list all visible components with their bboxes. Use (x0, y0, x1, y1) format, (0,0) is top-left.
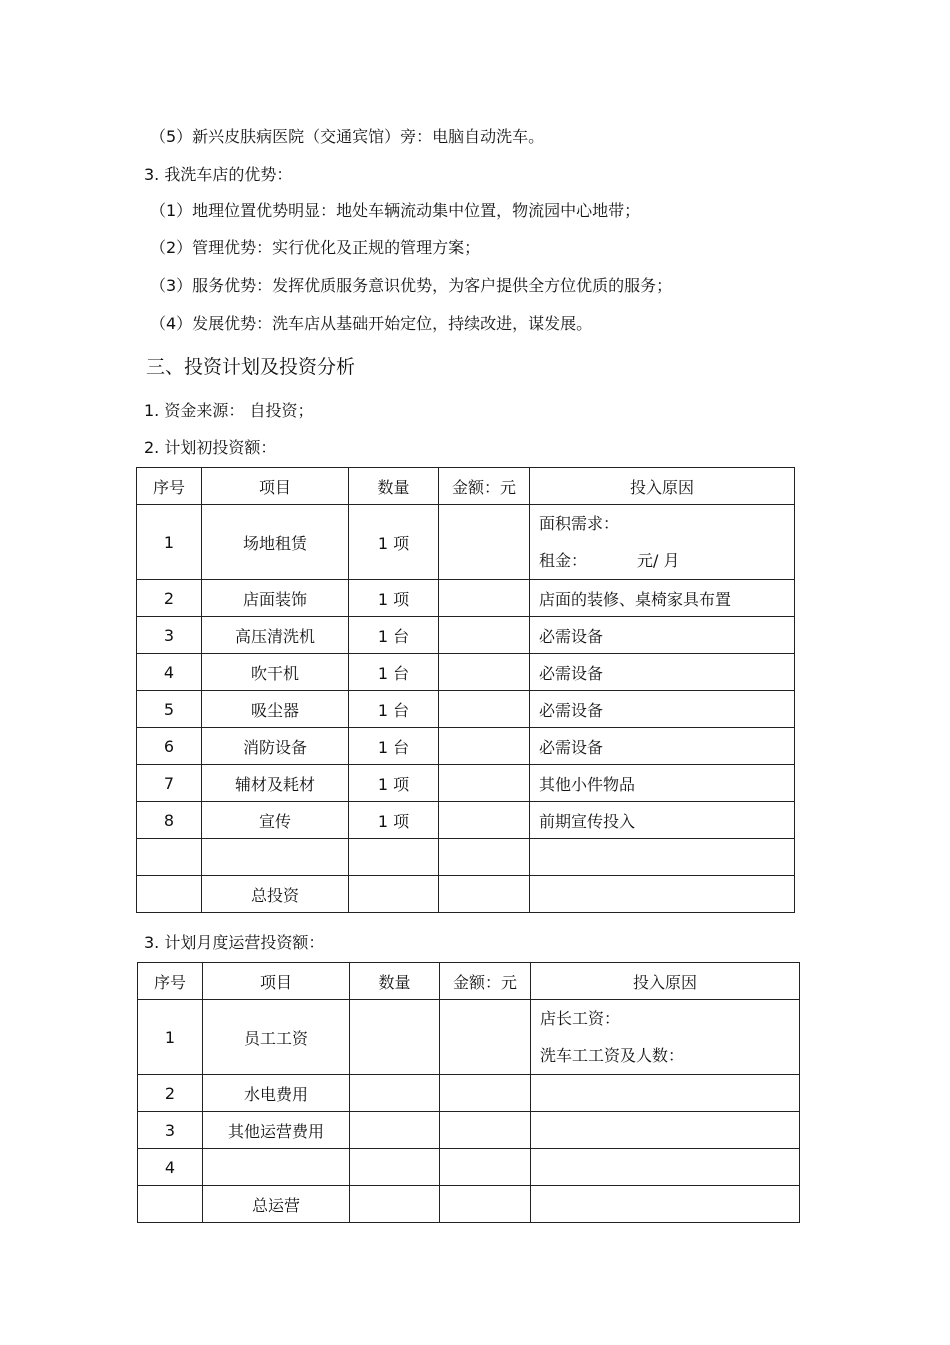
cell-reason: 其他小件物品 (530, 765, 795, 802)
cell-item: 吹干机 (202, 654, 349, 691)
table-row (137, 654, 795, 691)
cell-reason (530, 505, 795, 580)
cell-amount (439, 617, 530, 654)
cell-no: 6 (137, 728, 202, 765)
cell-no (137, 839, 202, 876)
text-line: （1）地理位置优势明显：地处车辆流动集中位置，物流园中心地带； (150, 201, 641, 220)
fund-source-line: 1. 资金来源： 自投资； (144, 401, 314, 420)
cell-qty: 1 台 (349, 617, 439, 654)
table-header-row (138, 963, 800, 1000)
cell-reason (531, 1186, 800, 1223)
cell-no: 3 (138, 1112, 203, 1149)
header-cell: 数量 (349, 468, 439, 505)
cell-item: 宣传 (202, 802, 349, 839)
header-cell: 投入原因 (531, 963, 800, 1000)
cell-reason (531, 1075, 800, 1112)
reason-washer-salary: 洗车工工资及人数： (540, 1046, 685, 1065)
cell-no: 1 (137, 505, 202, 580)
cell-qty (350, 1149, 440, 1186)
cell-no: 2 (138, 1075, 203, 1112)
table-row (137, 728, 795, 765)
cell-amount (439, 654, 530, 691)
table-row (137, 802, 795, 839)
reason-rent (539, 542, 794, 579)
cell-qty (349, 839, 439, 876)
subheading-advantages: 3. 我洗车店的优势： (144, 165, 293, 184)
cell-item: 其他运营费用 (203, 1112, 350, 1149)
text-line: （4）发展优势：洗车店从基础开始定位，持续改进，谋发展。 (150, 314, 593, 333)
table-row (137, 691, 795, 728)
cell-item: 场地租赁 (202, 505, 349, 580)
cell-amount (440, 1186, 531, 1223)
header-cell: 投入原因 (530, 468, 795, 505)
cell-reason (531, 1000, 800, 1075)
cell-amount (439, 802, 530, 839)
table-row (138, 1075, 800, 1112)
table-row (137, 580, 795, 617)
cell-reason (530, 876, 795, 913)
cell-no: 4 (137, 654, 202, 691)
cell-no: 1 (138, 1000, 203, 1075)
cell-reason: 必需设备 (530, 728, 795, 765)
cell-qty (350, 1186, 440, 1223)
cell-qty: 1 项 (349, 802, 439, 839)
table-row (138, 1000, 800, 1075)
cell-item (203, 1149, 350, 1186)
cell-item: 吸尘器 (202, 691, 349, 728)
reason-manager-salary: 店长工资： (540, 1009, 621, 1028)
header-cell: 序号 (137, 468, 202, 505)
cell-item: 员工工资 (203, 1000, 350, 1075)
cell-item: 辅材及耗材 (202, 765, 349, 802)
header-cell: 金额：元 (439, 468, 530, 505)
cell-amount (439, 580, 530, 617)
cell-amount (439, 691, 530, 728)
table-row (137, 839, 795, 876)
cell-item: 店面装饰 (202, 580, 349, 617)
cell-amount (439, 876, 530, 913)
header-cell: 数量 (350, 963, 440, 1000)
cell-reason: 店面的装修、桌椅家具布置 (530, 580, 795, 617)
text-line: （5）新兴皮肤病医院（交通宾馆）旁：电脑自动洗车。 (150, 127, 545, 146)
cell-amount (439, 839, 530, 876)
cell-amount (439, 505, 530, 580)
header-cell: 项目 (202, 468, 349, 505)
cell-no: 2 (137, 580, 202, 617)
cell-reason: 必需设备 (530, 691, 795, 728)
table-row (138, 1149, 800, 1186)
cell-no (138, 1186, 203, 1223)
cell-item (202, 839, 349, 876)
cell-qty: 1 台 (349, 654, 439, 691)
cell-no: 7 (137, 765, 202, 802)
text-line: （3）服务优势：发挥优质服务意识优势，为客户提供全方位优质的服务； (150, 276, 673, 295)
initial-investment-title: 2. 计划初投资额： (144, 438, 277, 457)
monthly-investment-table (137, 962, 800, 1223)
header-cell: 项目 (203, 963, 350, 1000)
header-cell: 序号 (138, 963, 203, 1000)
cell-amount (440, 1000, 531, 1075)
cell-total-label: 总运营 (203, 1186, 350, 1223)
cell-no: 4 (138, 1149, 203, 1186)
rent-unit: 元/ 月 (637, 551, 680, 570)
table-total-row (138, 1186, 800, 1223)
cell-item: 水电费用 (203, 1075, 350, 1112)
table-row (137, 617, 795, 654)
header-cell: 金额：元 (440, 963, 531, 1000)
cell-qty: 1 台 (349, 728, 439, 765)
cell-amount (439, 765, 530, 802)
cell-qty: 1 项 (349, 505, 439, 580)
table-row (137, 765, 795, 802)
cell-reason (531, 1112, 800, 1149)
cell-reason (530, 839, 795, 876)
cell-no (137, 876, 202, 913)
cell-item: 高压清洗机 (202, 617, 349, 654)
cell-total-label: 总投资 (202, 876, 349, 913)
cell-reason: 前期宣传投入 (530, 802, 795, 839)
cell-qty: 1 项 (349, 765, 439, 802)
cell-item: 消防设备 (202, 728, 349, 765)
table-row (137, 505, 795, 580)
cell-reason: 必需设备 (530, 654, 795, 691)
reason-area: 面积需求： (539, 514, 620, 533)
table-total-row (137, 876, 795, 913)
cell-no: 8 (137, 802, 202, 839)
cell-qty: 1 项 (349, 580, 439, 617)
cell-amount (440, 1075, 531, 1112)
monthly-investment-title: 3. 计划月度运营投资额： (144, 933, 325, 952)
table-row (138, 1112, 800, 1149)
cell-qty: 1 台 (349, 691, 439, 728)
cell-reason (531, 1149, 800, 1186)
cell-amount (439, 728, 530, 765)
cell-no: 3 (137, 617, 202, 654)
cell-qty (350, 1000, 440, 1075)
cell-amount (440, 1112, 531, 1149)
cell-reason: 必需设备 (530, 617, 795, 654)
cell-qty (350, 1112, 440, 1149)
section-heading: 三、投资计划及投资分析 (146, 356, 356, 378)
text-line: （2）管理优势：实行优化及正规的管理方案； (150, 238, 481, 257)
cell-qty (349, 876, 439, 913)
rent-label: 租金： (539, 551, 588, 570)
cell-qty (350, 1075, 440, 1112)
cell-no: 5 (137, 691, 202, 728)
initial-investment-table (136, 467, 795, 913)
cell-amount (440, 1149, 531, 1186)
table-header-row (137, 468, 795, 505)
